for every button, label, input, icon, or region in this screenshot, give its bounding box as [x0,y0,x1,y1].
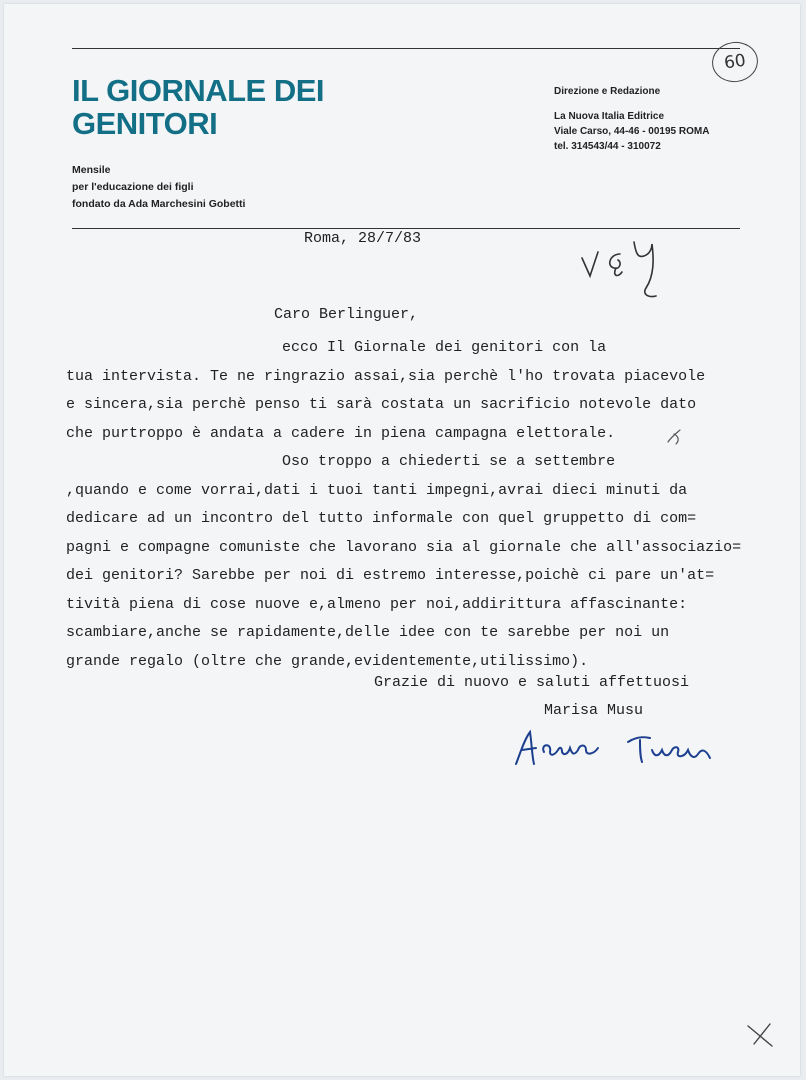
body-line: dei genitori? Sarebbe per noi di estremo interesse,poichè ci pare un'at= [66,567,715,584]
body-line: dedicare ad un incontro del tutto informale con quel gruppetto di com= [66,510,697,527]
masthead-title [72,74,324,140]
body-line: e sincera,sia perchè penso ti sarà costata un sacrificio notevole dato [66,396,697,413]
top-rule [72,48,740,49]
address-line-4: tel. 314543/44 - 310072 [554,141,661,152]
body-line: tua intervista. Te ne ringrazio assai,sia perchè l'ho trovata piacevole [66,367,706,385]
masthead-line-2: GENITORI [72,106,218,141]
salutation: Caro Berlinguer, [274,306,419,323]
body-line: Oso troppo a chiederti se a settembre [66,453,616,470]
body-line: pagni e compagne comuniste che lavorano sia al giornale che all'associazio= [66,538,742,556]
masthead-subtitle [72,162,245,213]
letter-body [66,334,741,676]
closing: Grazie di nuovo e saluti affettuosi [374,674,690,691]
masthead-line-1: IL GIORNALE DEI [72,73,325,108]
publisher-address [554,84,709,154]
subtitle-line-2: per l'educazione dei figli [72,181,194,193]
body-line: che purtroppo è andata a cadere in piena campagna elettorale. [66,424,616,442]
letter-date: Roma, 28/7/83 [304,230,422,247]
address-line-1: Direzione e Redazione [554,86,661,97]
typed-signature: Marisa Musu [544,702,644,719]
page-number-stamp [709,39,760,85]
body-line: grande regalo (oltre che grande,evidentemente,utilissimo). [66,652,589,670]
x-mark-icon [744,1020,776,1050]
subtitle-line-1: Mensile [72,164,111,176]
address-line-3: Viale Carso, 44-46 - 00195 ROMA [554,126,710,137]
letter-sheet [4,4,800,1076]
subtitle-line-3: fondato da Ada Marchesini Gobetti [72,198,246,210]
header-divider [72,228,740,229]
body-line: ecco Il Giornale dei genitori con la [66,339,607,356]
body-line: ,quando e come vorrai,dati i tuoi tanti impegni,avrai dieci minuti da [66,481,688,499]
address-line-2: La Nuova Italia Editrice [554,111,665,122]
body-line: scambiare,anche se rapidamente,delle idee con te sarebbe per noi un [66,624,670,641]
handwritten-signature [510,720,720,776]
handwritten-initials [576,236,668,308]
pen-mark-icon [664,424,688,448]
body-line: tività piena di cose nuove e,almeno per noi,addirittura affascinante: [66,595,688,613]
page-number: 60 [722,50,748,74]
